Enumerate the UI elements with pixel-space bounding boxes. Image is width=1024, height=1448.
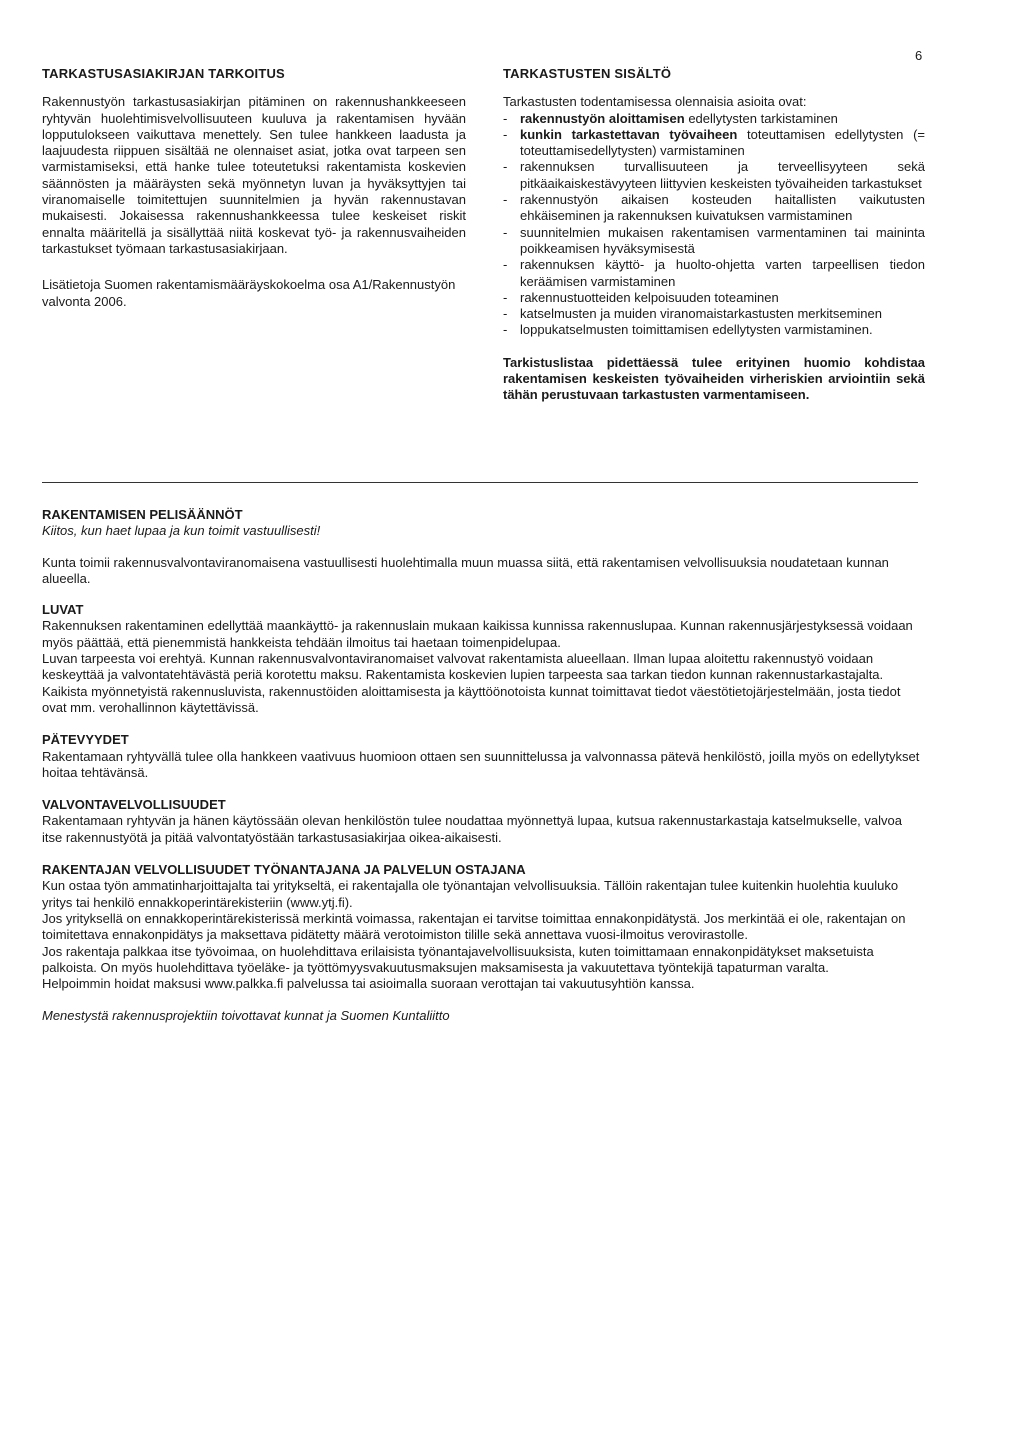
qualifications-paragraph: Rakentamaan ryhtyvällä tulee olla hankkeen vaativuus huomioon ottaen sen suunnittelussa ja valvonnassa pätevä henkilöstö, joilla myös on edellytykset hoitaa tehtävänsä. <box>42 748 920 780</box>
permits-paragraph: Rakennuksen rakentaminen edellyttää maankäyttö- ja rakennuslain mukaan kaikissa kunnissa rakennuslupaa. Kunnan rakennusjärjestyksessä voidaan myös päättää, että pienemmistä hankkeista tehdään ilmoitus tai haetaan toimenpidelupaa. <box>42 618 913 650</box>
inspection-content-heading: TARKASTUSTEN SISÄLTÖ <box>503 66 672 81</box>
inspection-content-item-text: edellytysten tarkistaminen <box>684 110 838 126</box>
inspection-content-list <box>503 111 925 339</box>
inspection-content-item <box>503 290 925 306</box>
construction-rules-heading: RAKENTAMISEN PELISÄÄNNÖT <box>42 507 243 522</box>
inspection-content-intro: Tarkastusten todentamisessa olennaisia asioita ovat: <box>503 94 807 110</box>
supervision-duties-heading: VALVONTAVELVOLLISUUDET <box>42 797 226 813</box>
employer-duties-paragraph: Jos rakentaja palkkaa itse työvoimaa, on huolehdittava erilaisista työnantajavelvollisuuksista, kuten toimittamaan ennakonpidätykset maksetuista palkoista. On myös huolehdittava työeläke- ja työttömyysvakuutusmaksujen maksamisesta ja vakuutettava työntekijä tapaturman varalta. <box>42 943 874 975</box>
permits-heading: LUVAT <box>42 602 84 618</box>
inspection-content-item-text: loppukatselmusten toimittamisen edellytysten varmistaminen. <box>520 322 873 338</box>
permits-paragraph: Luvan tarpeesta voi erehtyä. Kunnan rakennusvalvontaviranomaiset valvovat rakentamista alueellaan. Ilman lupaa aloitettu rakennustyö voidaan keskeyttää ja valvontatehtävästä periä korotettu maksu. Rakentamista koskevien lupien tarpeesta saa tarkan tiedon kunnan rakennustarkastajalta. <box>42 651 884 683</box>
employer-duties-paragraph: Helpoimmin hoidat maksusi www.palkka.fi palvelussa tai asioimalla suoraan verottajan tai vakuutusyhtiön kanssa. <box>42 976 695 992</box>
inspection-content-item-text: suunnitelmien mukaisen rakentamisen varmentaminen tai maininta poikkeamisen hyväksymisestä <box>520 224 925 256</box>
inspection-content-item <box>503 159 925 192</box>
inspection-content-item-emphasis: kunkin tarkastettavan työvaiheen <box>520 126 738 142</box>
supervision-duties-paragraph: Rakentamaan ryhtyvän ja hänen käytössään olevan henkilöstön tulee noudattaa myönnettyä lupaa, kutsua rakennustarkastaja katselmukselle, valvoa itse rakennustyötä ja pitää valvontatyöstään tarkastusasiakirjaa oikea-aikaisesti. <box>42 813 902 845</box>
further-info-text: Lisätietoja Suomen rakentamismääräyskokoelma osa A1/Rakennustyön valvonta 2006. <box>42 277 456 309</box>
inspection-content-column <box>503 66 925 417</box>
qualifications-heading: PÄTEVYYDET <box>42 732 129 748</box>
closing-text: Menestystä rakennusprojektiin toivottavat kunnat ja Suomen Kuntaliitto <box>42 1008 450 1024</box>
inspection-content-item <box>503 306 925 322</box>
inspection-content-item <box>503 111 925 127</box>
inspection-content-item-text: katselmusten ja muiden viranomaistarkastusten merkitseminen <box>520 306 882 322</box>
checklist-note: Tarkistuslistaa pidettäessä tulee erityinen huomio kohdistaa rakentamisen keskeisten työvaiheiden virheriskien arviointiin sekä tähän perustuvaan tarkastusten varmentamiseen. <box>503 354 925 403</box>
section-divider <box>42 482 918 483</box>
inspection-content-item-text: rakennuksen turvallisuuteen ja terveellisyyteen sekä pitkäaikaiskestävyyteen liittyvien keskeisten työvaiheiden tarkastukset <box>520 159 925 191</box>
inspection-document-purpose-column <box>42 66 466 310</box>
inspection-content-item-text: toteuttamisen edellytysten (= toteuttamisedellytysten) varmistaminen <box>520 126 925 159</box>
inspection-content-item <box>503 127 925 160</box>
inspection-content-item <box>503 192 925 225</box>
inspection-content-item-text: rakennuksen käyttö- ja huolto-ohjetta varten tarpeellisen tiedon keräämisen varmistaminen <box>520 257 925 289</box>
inspection-document-purpose-text: Rakennustyön tarkastusasiakirjan pitäminen on rakennushankkeeseen ryhtyvän huolehtimisvelvollisuuteen kuuluva ja rakentamisen hyvään lopputulokseen vaikuttava menettely. Sen tulee hankkeen laadusta ja laajuudesta riippuen sisältää ne olennaiset asiat, jotka ovat tarpeen sen varmistamiseksi, että hanke tulee toteutetuksi rakentamista koskevien säännösten ja määräysten sekä myönnetyn luvan ja hyväksyttyjen tai viranomaiselle toimitettujen suunnitelmien ja hyvän rakennustavan mukaisesti. Jokaisessa rakennushankkeessa tulee keskeiset riskit ennalta määritellä ja sisällyttää niitä koskevat työ- ja rakennusvaiheiden tarkastukset työmaan tarkastusasiakirjaan. <box>42 94 466 256</box>
inspection-document-purpose-heading: TARKASTUSASIAKIRJAN TARKOITUS <box>42 66 285 81</box>
municipality-intro-text: Kunta toimii rakennusvalvontaviranomaisena vastuullisesti huolehtimalla muun muassa siitä, että rakentamisen velvollisuuksia noudatetaan kunnan alueella. <box>42 554 889 586</box>
inspection-content-item <box>503 225 925 258</box>
permits-paragraph: Kaikista myönnetyistä rakennusluvista, rakennustöiden aloittamisesta ja käyttöönotoista kunnat toimittavat tiedot väestötietojärjestelmään, josta tiedot ovat mm. verohallinnon käytettävissä. <box>42 683 901 715</box>
page-number: 6 <box>915 48 923 63</box>
employer-duties-paragraph: Kun ostaa työn ammatinharjoittajalta tai yritykseltä, ei rakentajalla ole työnantajan velvollisuuksia. Tällöin rakentajan tulee kuitenkin huolehtia kuuluko yritys tai henkilö ennakkoperintärekisteriin (www.ytj.fi). <box>42 878 899 910</box>
construction-rules-section <box>42 507 922 1025</box>
thanks-text: Kiitos, kun haet lupaa ja kun toimit vastuullisesti! <box>42 523 321 539</box>
inspection-content-item-text: rakennustyön aikaisen kosteuden haitallisten vaikutusten ehkäiseminen ja rakennuksen kuivatuksen varmistaminen <box>520 192 925 224</box>
inspection-content-item <box>503 322 925 338</box>
inspection-content-item <box>503 257 925 290</box>
inspection-content-item-emphasis: rakennustyön aloittamisen <box>520 110 685 126</box>
employer-duties-paragraph: Jos yrityksellä on ennakkoperintärekisterissä merkintä voimassa, rakentajan ei tarvitse toimittaa ennakonpidätystä. Jos merkintää ei ole, rakentajan on toimitettava ennakonpidätys ja maksettava pidätetty määrä verotoimiston tilille sekä annettava vuosi-ilmoitus verovirastolle. <box>42 910 906 943</box>
employer-duties-heading: RAKENTAJAN VELVOLLISUUDET TYÖNANTAJANA JA PALVELUN OSTAJANA <box>42 862 526 878</box>
inspection-content-item-text: rakennustuotteiden kelpoisuuden toteaminen <box>520 289 779 305</box>
